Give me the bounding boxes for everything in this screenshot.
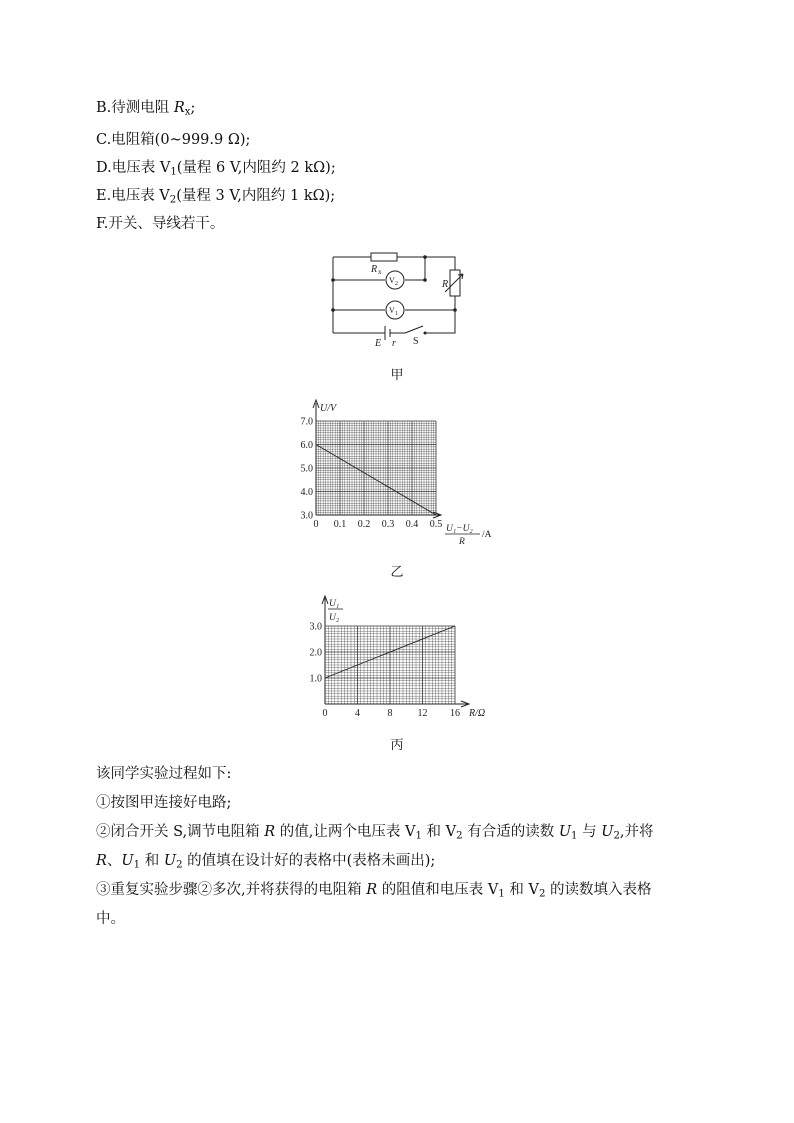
- resistance-box: [450, 270, 460, 296]
- procedure-step-1: ①按图甲连接好电路;: [96, 795, 232, 811]
- x-tick-label: 0.1: [333, 519, 347, 530]
- procedure-intro: 该同学实验过程如下:: [96, 766, 232, 782]
- chart-yi-xlabel-den: R: [459, 537, 465, 545]
- svg-text:x: x: [378, 268, 382, 276]
- option-d: D.电压表 $V_1$(量程 6 V,内阻约 2 kΩ);: [96, 160, 336, 178]
- chart-yi-xlabel-unit: /A: [482, 530, 492, 540]
- x-tick-label: 12: [417, 708, 428, 719]
- chart-yi-ylabel: U/V: [320, 403, 337, 414]
- chart-bing-grid: [325, 626, 455, 704]
- svg-text:V: V: [389, 306, 395, 315]
- chart-yi: [290, 395, 510, 545]
- x-tick-label: 16: [450, 708, 460, 719]
- procedure-step-3-cont: 中。: [96, 911, 125, 927]
- svg-text:1: 1: [395, 311, 398, 317]
- option-e: E.电压表 $V_2$(量程 3 V,内阻约 1 kΩ);: [96, 188, 336, 206]
- option-f: F.开关、导线若干。: [96, 216, 225, 232]
- y-tick-label: 5.0: [300, 463, 313, 475]
- x-tick-label: 0.4: [405, 519, 419, 530]
- x-tick-label: 0.2: [357, 519, 371, 530]
- option-c: C.电阻箱(0~999.9 Ω);: [96, 132, 251, 148]
- y-tick-label: 2.0: [309, 647, 322, 659]
- y-tick-label: 7.0: [300, 416, 313, 428]
- svg-text:R: R: [442, 279, 449, 290]
- procedure-step-3: ③重复实验步骤②多次,并将获得的电阻箱 R 的阻值和电压表 $V_1$ 和 $V_2$ 的读数填入表格: [96, 882, 652, 900]
- x-tick-label: 4: [355, 708, 360, 719]
- x-tick-label: 0: [313, 519, 319, 530]
- chart-bing-ylabel-num: U₁: [329, 599, 340, 609]
- chart-bing: [295, 592, 500, 724]
- caption-bing: 丙: [390, 738, 404, 753]
- svg-text:V: V: [389, 276, 395, 285]
- chart-bing-ylabel-den: U₂: [329, 613, 340, 623]
- x-tick-label: 8: [387, 708, 393, 719]
- switch: [405, 326, 423, 333]
- rx-resistor: [371, 253, 397, 261]
- option-b: B.待测电阻 $R_x$;: [96, 100, 196, 118]
- x-tick-label: 0.5: [429, 519, 443, 530]
- circuit-diagram: [325, 250, 470, 354]
- svg-text:S: S: [413, 336, 419, 347]
- battery: [385, 326, 390, 340]
- y-tick-label: 3.0: [309, 621, 322, 633]
- y-tick-label: 1.0: [309, 673, 322, 685]
- procedure-step-2-cont: R、$U_1$ 和 $U_2$ 的值填在设计好的表格中(表格未画出);: [96, 853, 436, 871]
- svg-text:r: r: [392, 338, 396, 349]
- chart-yi-xlabel-num: U₁−U₂: [446, 524, 473, 534]
- caption-yi: 乙: [390, 565, 404, 580]
- svg-text:E: E: [375, 338, 382, 349]
- svg-text:2: 2: [395, 281, 398, 287]
- chart-yi-grid: [316, 421, 436, 515]
- caption-jia: 甲: [390, 368, 404, 383]
- y-tick-label: 4.0: [300, 487, 313, 498]
- x-tick-label: 0: [322, 708, 328, 719]
- x-tick-label: 0.3: [381, 519, 395, 530]
- y-tick-label: 6.0: [300, 440, 313, 451]
- svg-text:R: R: [371, 264, 378, 275]
- procedure-step-2: ②闭合开关 S,调节电阻箱 R 的值,让两个电压表 $V_1$ 和 $V_2$ 有合适的读数 $U_1$ 与 $U_2$,并将: [96, 824, 654, 842]
- chart-bing-xlabel: R/Ω: [469, 708, 486, 719]
- y-tick-label: 3.0: [300, 510, 313, 522]
